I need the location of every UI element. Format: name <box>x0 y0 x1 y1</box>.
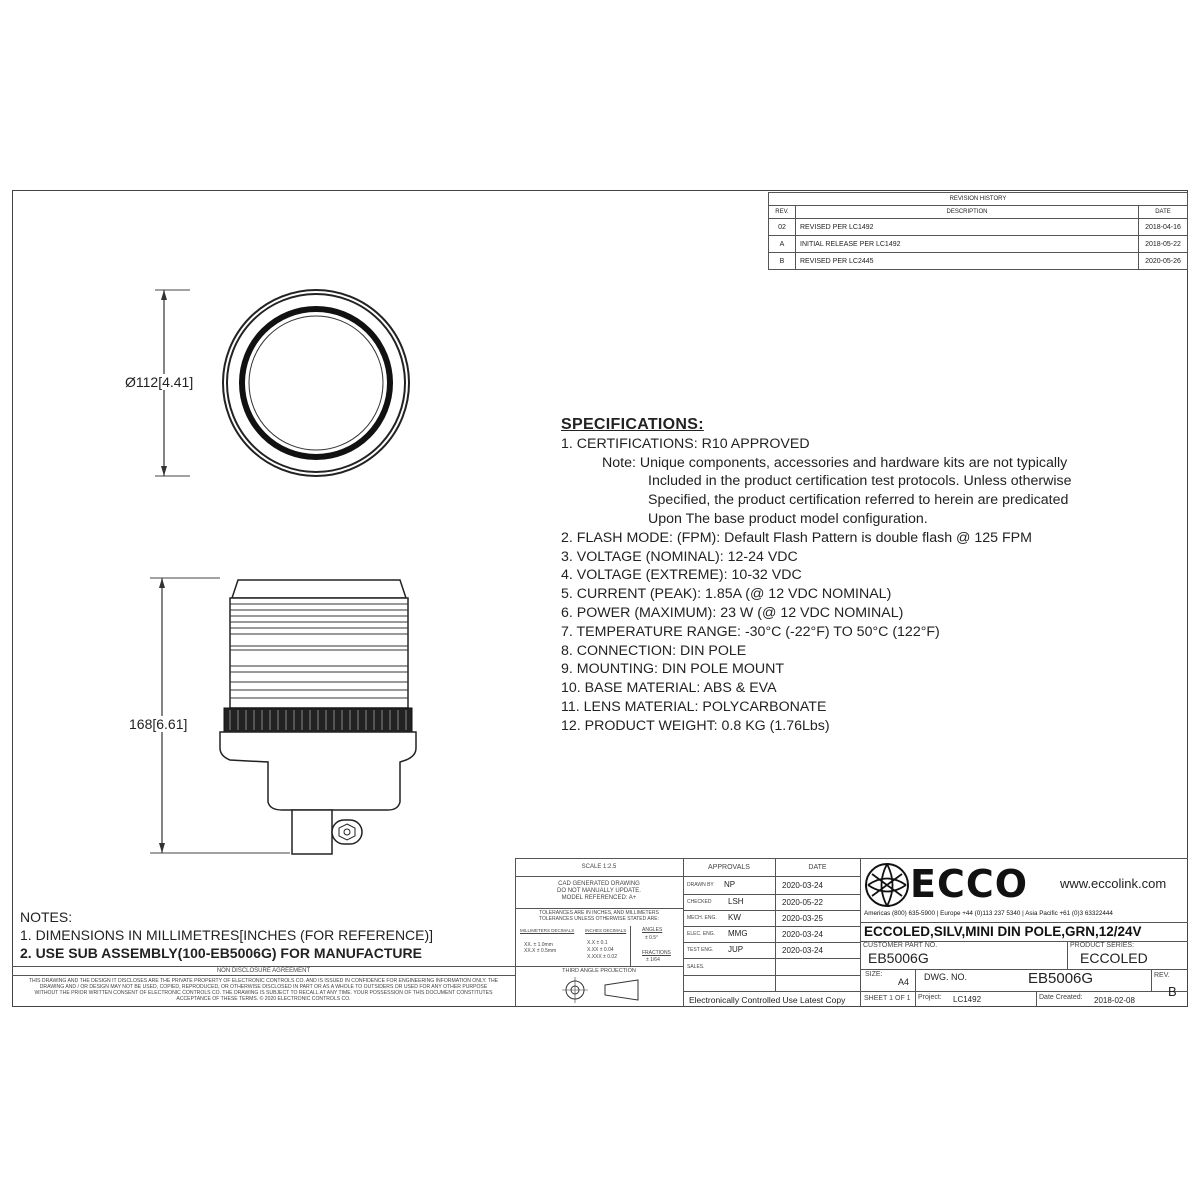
height-dimension: 168[6.61] <box>129 716 188 732</box>
spec-note-line: Upon The base product model configuration. <box>648 510 928 527</box>
rev-value: B <box>1168 984 1177 999</box>
spec-item: 6. POWER (MAXIMUM): 23 W (@ 12 VDC NOMINAL) <box>561 604 904 621</box>
in-tolerance: X.XX ± 0.04 <box>587 947 614 953</box>
nda-title: NON DISCLOSURE AGREEMENT <box>216 968 311 974</box>
specifications-block <box>561 416 1071 736</box>
approval-initials: LSH <box>728 897 744 906</box>
spec-item: 7. TEMPERATURE RANGE: -30°C (-22°F) TO 50°C (122°F) <box>561 623 940 640</box>
revision-date: 2018-05-22 <box>1139 236 1188 253</box>
size-value: A4 <box>898 977 910 987</box>
nda-text <box>12 978 515 1002</box>
revision-row <box>769 219 1188 236</box>
fractions-value: ± 1/64 <box>646 957 660 963</box>
approval-role: DRAWN BY <box>687 882 714 888</box>
cad-line: CAD GENERATED DRAWING <box>558 881 640 887</box>
approval-role: CHECKED <box>687 899 712 905</box>
cad-line: MODEL REFERENCED: A+ <box>561 895 637 901</box>
revision-row <box>769 253 1188 270</box>
approval-initials: JUP <box>728 945 744 954</box>
nda-line: DRAWING AND / OR DESIGN MAY NOT BE USED, COPIED, REPRODUCED, OR OTHERWISE DISCLOSED IN PART OR AS A WHOLE TO OUTSIDERS OR USED FOR ANY OTHER PURPOSE <box>39 984 488 990</box>
customer-part-label: CUSTOMER PART NO. <box>863 942 938 949</box>
use-latest-copy: Electronically Controlled Use Latest Copy <box>689 995 846 1005</box>
nda-line: ACCEPTANCE OF THESE TERMS. © 2020 ELECTRONIC CONTROLS CO. <box>176 996 351 1002</box>
revision-rev: 02 <box>769 219 796 236</box>
approval-date: 2020-03-24 <box>782 930 823 939</box>
approvals-date-header: DATE <box>808 864 827 871</box>
product-series-label: PRODUCT SERIES: <box>1070 942 1135 949</box>
specifications-title: SPECIFICATIONS: <box>561 416 704 433</box>
spec-item: 9. MOUNTING: DIN POLE MOUNT <box>561 661 785 678</box>
sheet-label: SHEET 1 OF 1 <box>864 995 911 1002</box>
third-angle-projection-icon <box>560 976 650 1004</box>
approval-date: 2020-03-24 <box>782 946 823 955</box>
notes-title: NOTES: <box>20 909 73 925</box>
notes-block <box>20 908 433 962</box>
product-series: ECCOLED <box>1080 950 1148 966</box>
third-angle-label: THIRD ANGLE PROJECTION <box>562 968 636 974</box>
website: www.eccolink.com <box>1060 876 1167 891</box>
spec-note-line: Specified, the product certification referred to herein are predicated <box>648 492 1069 509</box>
note-line-bold: 2. USE SUB ASSEMBLY(100-EB5006G) FOR MANUFACTURE <box>20 945 422 961</box>
spec-note-line: Included in the product certification test protocols. Unless otherwise <box>648 473 1072 490</box>
spec-item: 5. CURRENT (PEAK): 1.85A (@ 12 VDC NOMINAL) <box>561 586 892 603</box>
project-label: Project: <box>918 994 942 1001</box>
revision-desc: INITIAL RELEASE PER LC1492 <box>796 236 1139 253</box>
approval-role: TEST ENG. <box>687 947 714 953</box>
dwg-no-value: EB5006G <box>1028 970 1094 987</box>
in-tolerance: X.X ± 0.1 <box>587 940 608 946</box>
scale-label: SCALE 1:2.5 <box>581 864 617 870</box>
approval-date: 2020-03-24 <box>782 881 823 890</box>
contact-line: Americas (800) 635-5900 | Europe +44 (0)113 237 5340 | Asia Pacific +61 (0)3 63322444 <box>864 910 1113 917</box>
date-col-header: DATE <box>1139 206 1188 219</box>
in-decimals-label: INCHES DECIMALS <box>585 928 627 933</box>
nda-line: WITHOUT THE PRIOR WRITTEN CONSENT OF ELECTRONIC CONTROLS CO. THE DRAWING IS SUBJECT TO RECALL AT ANY TIME. YOUR POSSESSION OF THIS DOCUMENT CONSTITUTES <box>34 990 493 996</box>
revision-desc: REVISED PER LC2445 <box>796 253 1139 270</box>
mm-tolerance: XX.X ± 0.5mm <box>524 948 557 954</box>
spec-item: 8. CONNECTION: DIN POLE <box>561 642 747 659</box>
revision-row <box>769 236 1188 253</box>
date-created-value: 2018-02-08 <box>1094 996 1135 1005</box>
angles-label: ANGLES <box>642 927 663 933</box>
spec-item: 1. CERTIFICATIONS: R10 APPROVED <box>561 435 810 452</box>
mm-decimals-label: MILLIMETERS DECIMALS <box>520 928 575 933</box>
date-created-label: Date Created: <box>1039 994 1083 1001</box>
spec-item: 11. LENS MATERIAL: POLYCARBONATE <box>561 698 827 715</box>
revision-desc: REVISED PER LC1492 <box>796 219 1139 236</box>
cad-line: DO NOT MANUALLY UPDATE. <box>557 888 641 894</box>
spec-item: 12. PRODUCT WEIGHT: 0.8 KG (1.76Lbs) <box>561 717 830 734</box>
project-value: LC1492 <box>953 995 982 1004</box>
spec-item: 2. FLASH MODE: (FPM): Default Flash Pattern is double flash @ 125 FPM <box>561 529 1032 546</box>
angles-value: ± 0.5° <box>645 935 659 941</box>
revision-rev: B <box>769 253 796 270</box>
approval-role: ELEC. ENG. <box>687 931 716 937</box>
side-view-drawing <box>130 570 420 860</box>
approval-role: MECH. ENG. <box>687 915 717 921</box>
size-label: SIZE: <box>865 971 883 978</box>
nda-line: THIS DRAWING AND THE DESIGN IT DISCLOSES ARE THE PRIVATE PROPERTY OF ELECTRONIC CONTROLS CO. AND IS ISSUED IN CONFIDENCE FOR ENGINEERING INFORMATION ONLY. THE <box>28 978 499 984</box>
mm-tolerance: XX. ± 1.0mm <box>524 942 553 948</box>
spec-item: 4. VOLTAGE (EXTREME): 10-32 VDC <box>561 567 802 584</box>
dwg-no-label: DWG. NO. <box>924 972 967 982</box>
rev-label: REV. <box>1154 972 1170 979</box>
approval-date: 2020-03-25 <box>782 914 823 923</box>
part-description: ECCOLED,SILV,MINI DIN POLE,GRN,12/24V <box>864 924 1142 939</box>
revision-rev: A <box>769 236 796 253</box>
approval-initials: NP <box>724 880 736 889</box>
diameter-dimension: Ø112[4.41] <box>125 374 194 390</box>
spec-item: 3. VOLTAGE (NOMINAL): 12-24 VDC <box>561 548 798 565</box>
approval-date: 2020-05-22 <box>782 898 823 907</box>
tolerance-line: TOLERANCES UNLESS OTHERWISE STATED ARE: <box>539 916 659 922</box>
ecco-globe-icon <box>864 862 910 908</box>
approval-role: SALES. <box>687 964 705 970</box>
tolerance-line: TOLERANCES ARE IN INCHES, AND MILLIMETERS <box>539 910 659 916</box>
in-tolerance: X.XXX ± 0.02 <box>587 954 617 960</box>
ecco-logo: ECCO <box>910 862 1029 906</box>
revision-date: 2020-05-26 <box>1139 253 1188 270</box>
revision-history-header: REVISION HISTORY <box>769 193 1188 206</box>
desc-col-header: DESCRIPTION <box>796 206 1139 219</box>
rev-col-header: REV. <box>769 206 796 219</box>
note-line: 1. DIMENSIONS IN MILLIMETRES[INCHES (FOR REFERENCE)] <box>20 927 434 943</box>
spec-note-line: Note: Unique components, accessories and hardware kits are not typically <box>602 454 1068 471</box>
revision-history-table <box>768 192 1188 270</box>
customer-part-number: EB5006G <box>868 950 929 966</box>
revision-date: 2018-04-16 <box>1139 219 1188 236</box>
approval-initials: KW <box>728 913 741 922</box>
spec-item: 10. BASE MATERIAL: ABS & EVA <box>561 680 777 697</box>
fractions-label: FRACTIONS <box>642 950 671 956</box>
approval-initials: MMG <box>728 929 748 938</box>
approvals-header: APPROVALS <box>708 864 750 871</box>
